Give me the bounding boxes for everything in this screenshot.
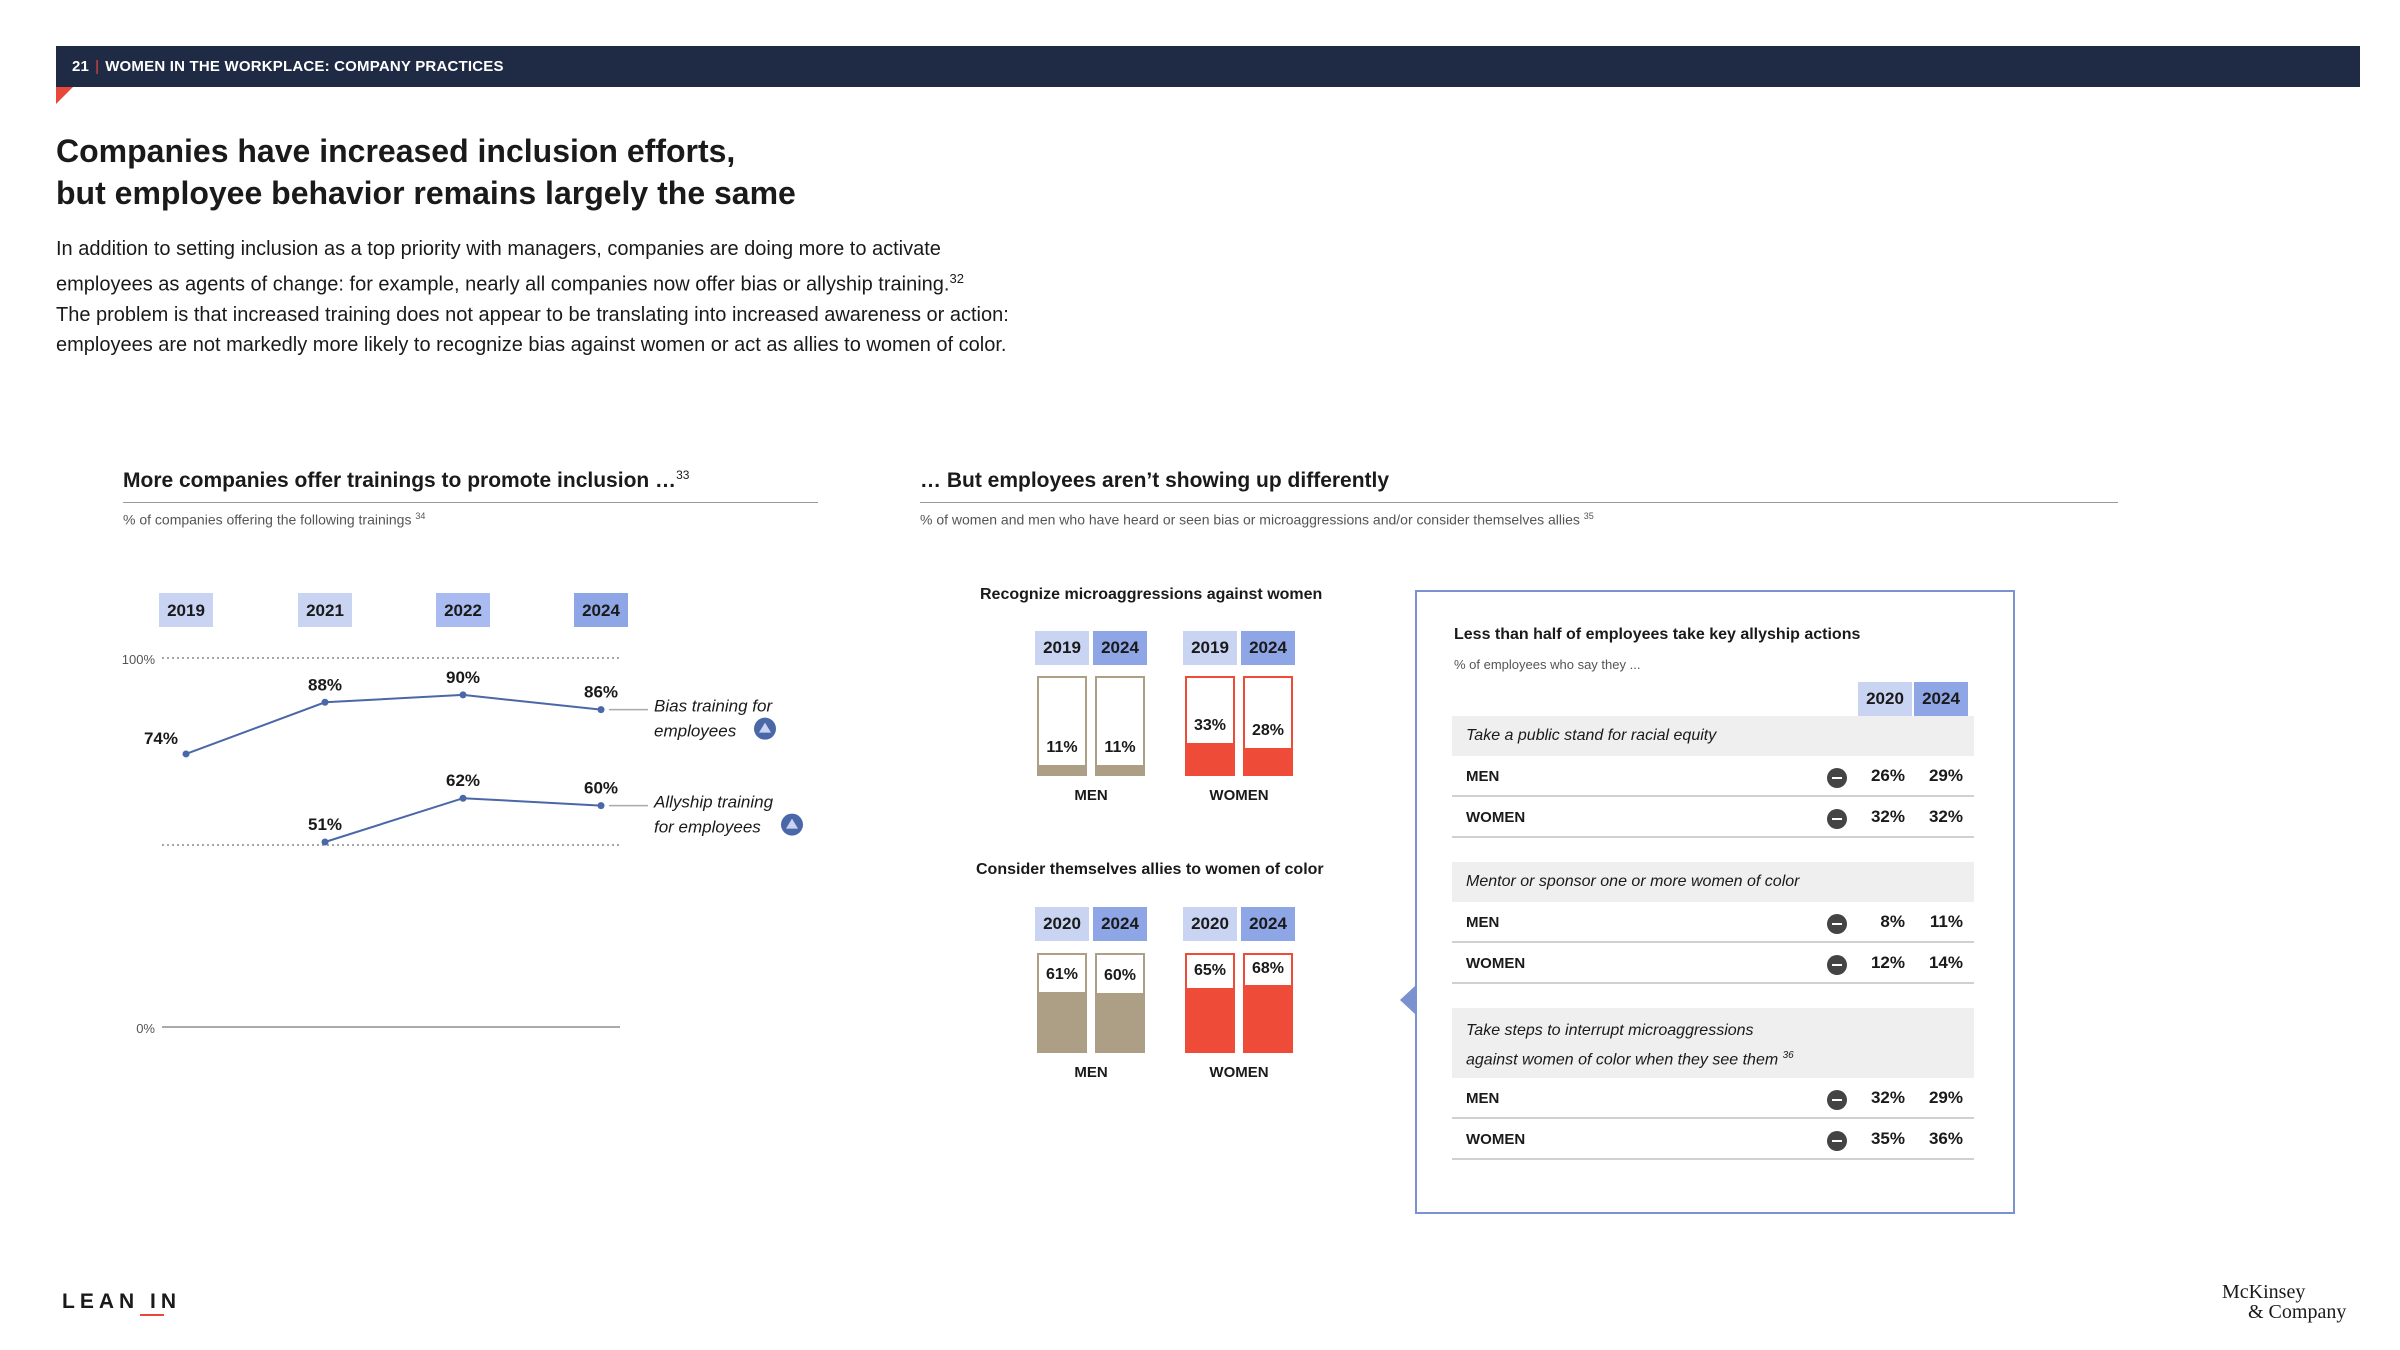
series-label: Allyship training (654, 792, 774, 812)
year-badge: 2024 (1241, 907, 1295, 941)
row-value: 29% (1928, 766, 1963, 785)
question-box: Mentor or sponsor one or more women of color (1452, 862, 1974, 902)
question-line2-text: against women of color when they see them (1466, 1051, 1779, 1069)
data-label: 88% (307, 675, 343, 695)
minus-circle-icon (1827, 914, 1847, 934)
lean-in-logo: LEAN IN (62, 1290, 181, 1313)
intro-line3: The problem is that increased training does not appear to be translating into increased awareness or action: (56, 303, 1009, 326)
data-point (322, 699, 329, 706)
year-badge: 2024 (1093, 631, 1147, 665)
year-badge: 2019 (1035, 631, 1089, 665)
series-line (325, 798, 601, 842)
page-title-line2: but employee behavior remains largely the same (56, 175, 796, 211)
year-badge-label: 2022 (444, 601, 482, 620)
year-badge: 2020 (1035, 907, 1089, 941)
row-label: WOMEN (1466, 955, 1526, 972)
bar-fill (1185, 743, 1235, 776)
year-badge: 2024 (1093, 907, 1147, 941)
training-line-chart (0, 0, 820, 1070)
series-label: Bias training for (654, 696, 773, 716)
data-label: 51% (307, 815, 343, 834)
mckinsey-logo-line2: & Company (2248, 1301, 2347, 1323)
year-badge: 2020 (1183, 907, 1237, 941)
page-title-line1: Companies have increased inclusion efforts, (56, 133, 736, 169)
bar-value-label: 65% (1190, 959, 1230, 983)
intro-line2-text: employees as agents of change: for example, nearly all companies now offer bias or allyship training. (56, 273, 950, 296)
right-section-subtitle-text: % of women and men who have heard or seen bias or microaggressions and/or consider themselves allies (920, 511, 1580, 528)
row-value: 32% (1928, 807, 1963, 826)
group-label: WOMEN (1209, 1064, 1269, 1081)
row-divider (1452, 982, 1974, 984)
bar-fill (1095, 993, 1145, 1053)
row-value: 26% (1870, 766, 1905, 785)
row-value: 29% (1928, 1088, 1963, 1107)
group-label: MEN (1074, 787, 1108, 804)
year-badge: 2020 (1858, 682, 1912, 716)
row-divider (1452, 795, 1974, 797)
bar-fill (1037, 765, 1087, 776)
row-value: 14% (1928, 953, 1963, 972)
question-box (1452, 1008, 1974, 1078)
minus-circle-icon (1827, 955, 1847, 975)
panel-pointer (1400, 986, 1415, 1014)
row-value: 32% (1870, 807, 1905, 826)
footnote-ref: 33 (676, 468, 690, 482)
data-label: 74% (143, 728, 178, 748)
bar-fill (1185, 988, 1235, 1053)
row-value: 11% (1929, 912, 1963, 931)
row-divider (1452, 1158, 1974, 1160)
data-label: 86% (583, 682, 619, 702)
data-point (322, 839, 329, 846)
mckinsey-logo-line1: McKinsey (2222, 1281, 2306, 1303)
page-number: 21 (72, 58, 90, 75)
bar-fill (1243, 985, 1293, 1053)
bar-frame (1095, 676, 1145, 776)
year-badge: 2024 (1241, 631, 1295, 665)
section-name: WOMEN IN THE WORKPLACE: COMPANY PRACTICES (105, 58, 504, 75)
series-line (186, 695, 601, 754)
bar-value-label: 33% (1190, 714, 1230, 738)
data-point (183, 750, 190, 757)
right-section-title: … But employees aren’t showing up differently (920, 469, 1390, 492)
bar-value-label: 68% (1248, 957, 1288, 981)
minus-circle-icon (1827, 809, 1847, 829)
y-tick-label: 0% (136, 1021, 155, 1036)
data-point (598, 802, 605, 809)
minus-circle-icon (1827, 1090, 1847, 1110)
series-label: employees (654, 721, 737, 741)
header-separator: | (95, 58, 100, 75)
row-value: 36% (1928, 1129, 1963, 1148)
intro-line4: employees are not markedly more likely to recognize bias against women or act as allies to women of color. (56, 333, 1007, 356)
bar-chart-title: Recognize microaggressions against women (980, 586, 1323, 603)
data-point (598, 706, 605, 713)
bar-value-label: 61% (1042, 963, 1082, 987)
y-tick-label: 100% (121, 652, 155, 667)
year-badge: 2019 (1183, 631, 1237, 665)
data-label: 90% (445, 667, 481, 687)
footnote-ref: 32 (949, 271, 964, 286)
data-label: 62% (445, 771, 481, 791)
row-divider (1452, 941, 1974, 943)
lean-in-logo-underline (140, 1314, 164, 1316)
bar-frame (1037, 676, 1087, 776)
year-badge-label: 2021 (306, 601, 344, 620)
row-value: 32% (1870, 1088, 1905, 1107)
group-label: MEN (1074, 1064, 1108, 1081)
footnote-ref: 36 (1782, 1050, 1794, 1061)
row-label: MEN (1466, 1090, 1500, 1107)
data-point (460, 691, 467, 698)
year-badge: 2024 (1914, 682, 1968, 716)
year-badge-label: 2024 (582, 601, 620, 620)
left-section-subtitle-text: % of companies offering the following trainings (123, 511, 412, 528)
question-box: Take a public stand for racial equity (1452, 716, 1974, 756)
row-label: MEN (1466, 768, 1500, 785)
question-line1: Take steps to interrupt microaggressions (1466, 1022, 1754, 1039)
bar-fill (1095, 765, 1145, 776)
bar-value-label: 11% (1042, 736, 1082, 760)
series-label: for employees (654, 817, 761, 837)
row-divider (1452, 836, 1974, 838)
data-label: 60% (583, 778, 619, 798)
bar-value-label: 28% (1248, 719, 1288, 743)
question-line2 (1466, 1043, 1960, 1072)
bar-chart-title: Consider themselves allies to women of color (976, 861, 1324, 878)
left-section-title-text: More companies offer trainings to promote inclusion … (123, 469, 677, 492)
row-label: WOMEN (1466, 1131, 1526, 1148)
footnote-ref: 34 (415, 511, 426, 521)
row-value: 35% (1870, 1129, 1905, 1148)
bar-value-label: 60% (1100, 964, 1140, 988)
right-section-rule (920, 502, 2118, 503)
bar-fill (1037, 992, 1087, 1053)
year-badge-label: 2019 (167, 601, 205, 620)
bar-value-label: 11% (1100, 736, 1140, 760)
panel-title: Less than half of employees take key allyship actions (1454, 626, 1861, 643)
minus-circle-icon (1827, 768, 1847, 788)
panel-subtitle: % of employees who say they ... (1454, 657, 1641, 672)
group-label: WOMEN (1209, 787, 1269, 804)
mckinsey-logo (2222, 1282, 2346, 1322)
intro-line1: In addition to setting inclusion as a top priority with managers, companies are doing more to activate (56, 238, 941, 260)
row-label: MEN (1466, 914, 1500, 931)
footnote-ref: 35 (1583, 511, 1594, 521)
bar-fill (1243, 748, 1293, 776)
row-label: WOMEN (1466, 809, 1526, 826)
right-section-subtitle (920, 511, 1594, 528)
row-value: 8% (1880, 912, 1905, 931)
minus-circle-icon (1827, 1131, 1847, 1151)
data-point (460, 795, 467, 802)
row-divider (1452, 1117, 1974, 1119)
row-value: 12% (1870, 953, 1905, 972)
